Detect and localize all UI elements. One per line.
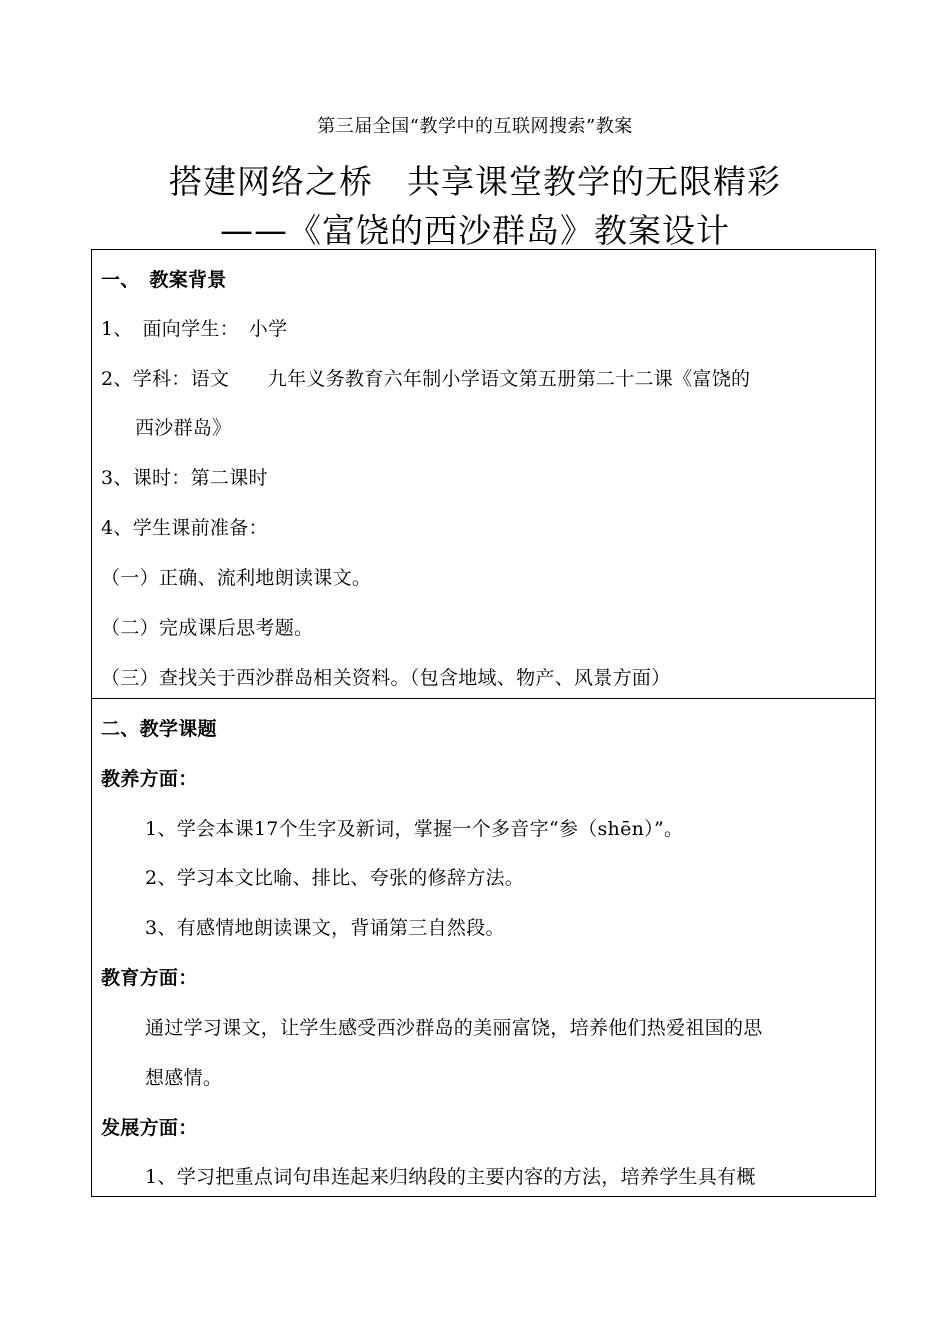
prep-item-2: （二）完成课后思考题。 [101,617,314,639]
education-item-3: 3、有感情地朗读课文，背诵第三自然段。 [145,917,505,939]
moral-text-line1: 通过学习课文，让学生感受西沙群岛的美丽富饶，培养他们热爱祖国的思 [145,1017,763,1039]
moral-text-line2: 想感情。 [145,1067,223,1089]
prep-item-1: （一）正确、流利地朗读课文。 [101,567,372,589]
section-topic-box [91,698,876,1197]
document-subtitle: 第三届全国“教学中的互联网搜索”教案 [317,116,633,137]
moral-aspect-heading: 教育方面： [101,967,198,989]
subject-line1: 2、学科：语文 九年义务教育六年制小学语文第五册第二十二课《富饶的 [101,368,751,390]
document-title-line1: 搭建网络之桥 共享课堂教学的无限精彩 [169,162,781,201]
education-aspect-heading: 教养方面： [101,768,198,790]
subject-line2: 西沙群岛》 [135,417,232,439]
development-item-1: 1、学习把重点词句串连起来归纳段的主要内容的方法，培养学生具有概 [145,1166,756,1188]
education-item-1: 1、学会本课17个生字及新词，掌握一个多音字“参（shēn）”。 [145,818,684,840]
education-item-2: 2、学习本文比喻、排比、夸张的修辞方法。 [145,867,525,889]
section1-heading: 一、 教案背景 [101,269,227,291]
target-students: 1、 面向学生： 小学 [101,318,288,340]
student-preparation: 4、学生课前准备： [101,517,268,539]
prep-item-3: （三）查找关于西沙群岛相关资料。（包含地域、物产、风景方面） [101,667,671,689]
section2-heading: 二、教学课题 [101,718,217,740]
document-title-line2: ——《富饶的西沙群岛》教案设计 [220,211,730,250]
development-aspect-heading: 发展方面： [101,1117,198,1139]
class-hours: 3、课时：第二课时 [101,467,268,489]
